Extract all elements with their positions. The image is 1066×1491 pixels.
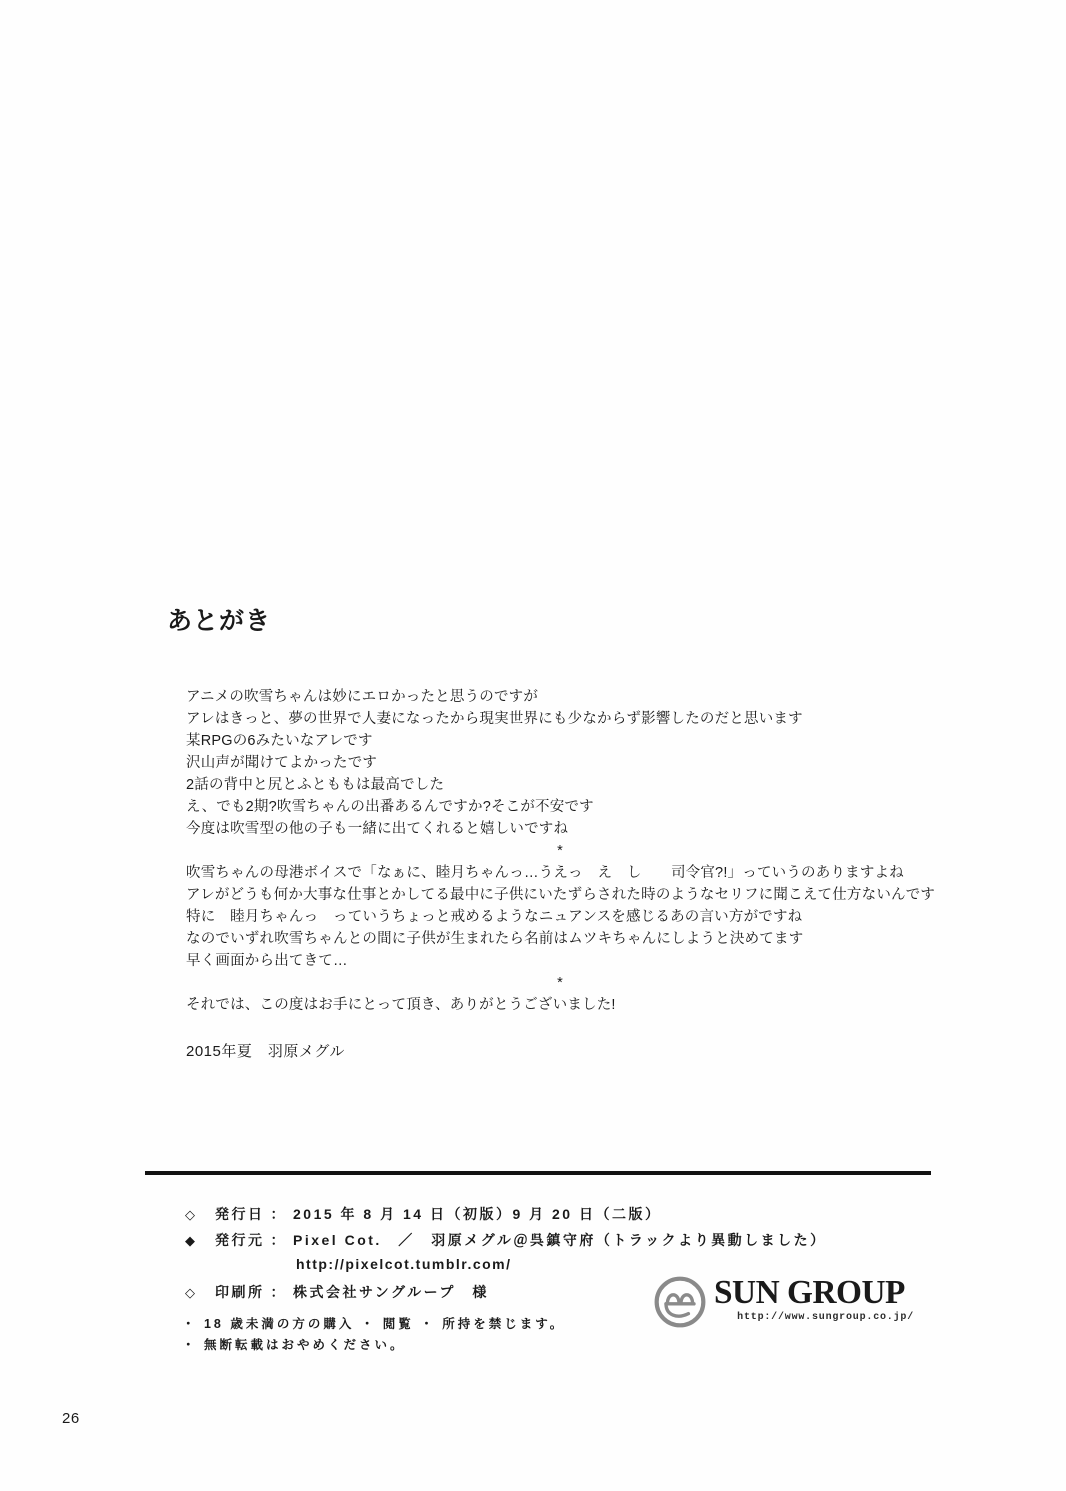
afterword-line: 沢山声が聞けてよかったです — [186, 755, 378, 771]
diamond-open-icon: ◇ — [185, 1285, 195, 1300]
sun-group-emblem-icon — [652, 1274, 708, 1335]
colophon-value: 2015 年 8 月 14 日（初版）9 月 20 日（二版） — [293, 1206, 662, 1222]
colophon-label: 発行日 — [215, 1206, 265, 1222]
afterword-line: アニメの吹雪ちゃんは妙にエロかったと思うのですが — [186, 689, 539, 705]
afterword-heading: あとがき — [167, 607, 272, 635]
printer-name: SUN GROUP — [714, 1274, 905, 1311]
colophon-label: 印刷所 — [215, 1284, 265, 1300]
afterword-line: なのでいずれ吹雪ちゃんとの間に子供が生まれたら名前はムツキちゃんにしようと決めてます — [186, 931, 804, 947]
colophon-separator: ： — [270, 1284, 287, 1300]
section-break-asterisk: * — [557, 843, 563, 859]
afterword-line: 今度は吹雪型の他の子も一緒に出てくれると嬉しいですね — [186, 821, 569, 837]
age-restriction-notice: ・ 18 歳未満の方の購入 ・ 閲覧 ・ 所持を禁じます。 — [182, 1317, 566, 1331]
colophon-value: Pixel Cot. ／ 羽原メグル＠呉鎮守府（トラックより異動しました） — [293, 1232, 827, 1248]
afterword-line: え、でも2期?吹雪ちゃんの出番あるんですか?そこが不安です — [186, 799, 594, 815]
afterword-line: 特に 睦月ちゃんっ っていうちょっと戒めるようなニュアンスを感じるあの言い方がですね — [186, 909, 803, 925]
afterword-line: それでは、この度はお手にとって頂き、ありがとうございました! — [186, 997, 616, 1013]
afterword-line: アレはきっと、夢の世界で人妻になったから現実世界にも少なからず影響したのだと思います — [186, 711, 803, 727]
afterword-line: 吹雪ちゃんの母港ボイスで「なぁに、睦月ちゃんっ…うえっ え し 司令官?!」っていうのありますよね — [186, 865, 904, 881]
colophon-row-publish-date — [185, 1204, 905, 1230]
page-number: 26 — [62, 1410, 80, 1427]
diamond-open-icon: ◇ — [185, 1207, 195, 1222]
colophon-separator: ： — [270, 1232, 287, 1248]
colophon-label: 発行元 — [215, 1232, 265, 1248]
notices — [182, 1314, 565, 1356]
afterword-line: 某RPGの6みたいなアレです — [186, 733, 373, 749]
colophon-value: 株式会社サングループ 様 — [293, 1284, 489, 1300]
afterword-line: 早く画面から出てきて… — [186, 953, 348, 969]
publisher-url: http://pixelcot.tumblr.com/ — [296, 1256, 512, 1272]
afterword-body — [186, 686, 934, 1016]
colophon-separator: ： — [270, 1206, 287, 1222]
afterword-line: 2話の背中と尻とふとももは最高でした — [186, 777, 445, 793]
section-divider — [145, 1171, 931, 1175]
diamond-filled-icon: ◆ — [185, 1233, 195, 1248]
section-break-asterisk: * — [557, 975, 563, 991]
printer-url: http://www.sungroup.co.jp/ — [737, 1312, 914, 1323]
author-signature: 2015年夏 羽原メグル — [186, 1043, 345, 1060]
no-reprint-notice: ・ 無断転載はおやめください。 — [182, 1338, 406, 1352]
sun-group-logo — [652, 1272, 914, 1336]
colophon-row-publisher — [185, 1230, 905, 1256]
afterword-line: アレがどうも何か大事な仕事とかしてる最中に子供にいたずらされた時のようなセリフに聞こえて仕方ないんです — [186, 887, 936, 903]
